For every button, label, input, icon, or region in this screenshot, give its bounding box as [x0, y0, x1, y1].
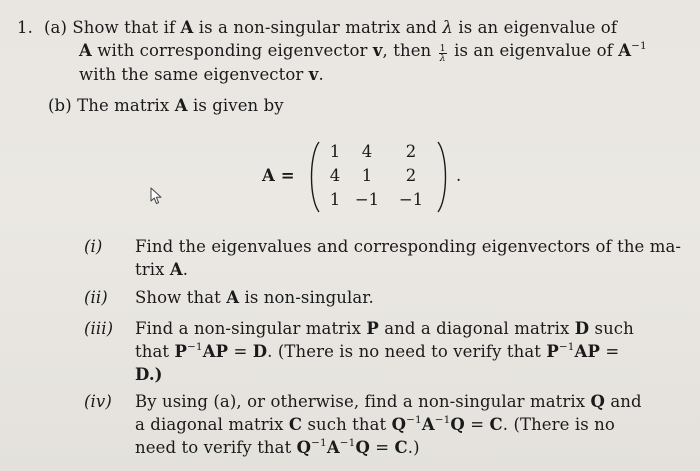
- symbol-P: P: [174, 342, 187, 361]
- symbol-A: A: [618, 41, 632, 60]
- symbol-D: D: [574, 319, 590, 338]
- item-i-label: (i): [84, 237, 103, 256]
- superscript-inverse: −1: [187, 341, 203, 353]
- text-segment: , then: [382, 41, 437, 60]
- matrix-period: .: [456, 166, 462, 185]
- item-iv-line-3: [135, 437, 420, 459]
- left-paren: [307, 141, 321, 211]
- matrix-cell: 4: [361, 142, 373, 161]
- superscript-inverse: −1: [406, 414, 422, 426]
- text-segment: is non-singular.: [239, 288, 374, 307]
- text-segment: By using (a), or otherwise, find a non-singular matrix: [135, 392, 591, 411]
- symbol-A: A: [169, 260, 183, 279]
- text-segment: is given by: [187, 96, 284, 115]
- symbol-v: v: [308, 65, 319, 84]
- text-segment: such: [589, 319, 634, 338]
- symbol-AP: AP: [574, 342, 600, 361]
- symbol-AP: AP: [202, 342, 229, 361]
- text-segment: is an eigenvalue of: [448, 41, 619, 60]
- symbol-C: C: [288, 415, 303, 434]
- item-iii-line-1: [135, 318, 634, 340]
- text-segment: .: [318, 65, 324, 84]
- fraction-one-over-lambda: [439, 44, 447, 63]
- text-segment: .): [407, 438, 420, 457]
- symbol-D: D: [252, 342, 268, 361]
- equals-sign: =: [599, 342, 620, 361]
- symbol-C: C: [489, 415, 503, 434]
- item-iv-label: (iv): [84, 392, 112, 411]
- cursor-arrow-icon: [150, 187, 164, 205]
- text-segment: The matrix: [77, 96, 175, 115]
- text-segment: such that: [302, 415, 392, 434]
- text-segment: with corresponding eigenvector: [91, 41, 373, 60]
- text-segment: a diagonal matrix: [135, 415, 289, 434]
- symbol-P: P: [366, 319, 379, 338]
- symbol-Q: Q: [355, 438, 370, 457]
- matrix-cell: 1: [329, 142, 341, 161]
- matrix-lhs: A =: [262, 166, 295, 185]
- item-iii-line-3: D.): [135, 365, 163, 384]
- matrix-cell: −1: [398, 190, 424, 209]
- fraction-denominator: λ: [439, 53, 446, 64]
- symbol-Q: Q: [590, 392, 606, 411]
- text-segment: . (There is no need to verify that: [267, 342, 547, 361]
- symbol-lambda: λ: [442, 18, 453, 37]
- equals-sign: =: [369, 438, 395, 457]
- text-segment: and a diagonal matrix: [378, 319, 575, 338]
- symbol-Q: Q: [391, 415, 407, 434]
- item-i-line-1: Find the eigenvalues and corresponding eigenvectors of the ma-: [135, 237, 682, 256]
- symbol-A: A: [180, 18, 194, 37]
- symbol-P: P: [546, 342, 559, 361]
- matrix-cell: 2: [405, 166, 417, 185]
- item-iii-line-2: [135, 341, 619, 363]
- text-segment: Show that if: [72, 18, 181, 37]
- equals-sign: =: [464, 415, 490, 434]
- text-segment: that: [135, 342, 175, 361]
- item-iv-line-1: [135, 391, 642, 413]
- symbol-A: A: [226, 288, 240, 307]
- matrix-A-display: [262, 141, 472, 213]
- superscript-inverse: −1: [631, 40, 647, 52]
- part-b-line-1: [48, 95, 284, 117]
- symbol-A: A: [79, 41, 92, 60]
- text-segment: Find a non-singular matrix: [135, 319, 367, 338]
- matrix-cell: 1: [329, 190, 341, 209]
- symbol-A: A: [421, 415, 435, 434]
- fraction-numerator: 1: [439, 43, 446, 54]
- matrix-cell: −1: [354, 190, 380, 209]
- symbol-A: A: [326, 438, 340, 457]
- superscript-inverse: −1: [434, 414, 451, 426]
- text-segment: with the same eigenvector: [79, 65, 309, 84]
- matrix-cell: 4: [329, 166, 341, 185]
- text-segment: is an eigenvalue of: [452, 18, 618, 37]
- text-segment: Show that: [135, 288, 227, 307]
- item-ii-label: (ii): [84, 288, 108, 307]
- part-a-line-2: [79, 40, 647, 63]
- symbol-Q: Q: [296, 438, 312, 457]
- part-a-label: (a): [44, 18, 68, 37]
- right-paren: [436, 141, 450, 211]
- symbol-C: C: [394, 438, 408, 457]
- matrix-cell: 2: [405, 142, 417, 161]
- symbol-v: v: [372, 41, 383, 60]
- equals-sign: =: [228, 342, 253, 361]
- part-b-label: (b): [48, 96, 72, 115]
- item-ii-line-1: [135, 287, 374, 309]
- text-segment: and: [605, 392, 642, 411]
- item-i-line-2: [135, 259, 188, 281]
- text-segment: . (There is no: [502, 415, 615, 434]
- superscript-inverse: −1: [339, 437, 356, 449]
- symbol-A: A: [174, 96, 188, 115]
- text-segment: .: [182, 260, 189, 279]
- part-a-line-3: [79, 64, 324, 86]
- problem-number: 1.: [17, 18, 33, 37]
- superscript-inverse: −1: [558, 341, 575, 353]
- part-a-line-1: [44, 17, 617, 39]
- item-iv-line-2: [135, 414, 615, 436]
- text-segment: need to verify that: [135, 438, 297, 457]
- matrix-cell: 1: [361, 166, 373, 185]
- text-segment: is a non-singular matrix and: [193, 18, 443, 37]
- symbol-Q: Q: [450, 415, 465, 434]
- superscript-inverse: −1: [311, 437, 327, 449]
- item-iii-label: (iii): [84, 319, 114, 338]
- text-segment: trix: [135, 260, 170, 279]
